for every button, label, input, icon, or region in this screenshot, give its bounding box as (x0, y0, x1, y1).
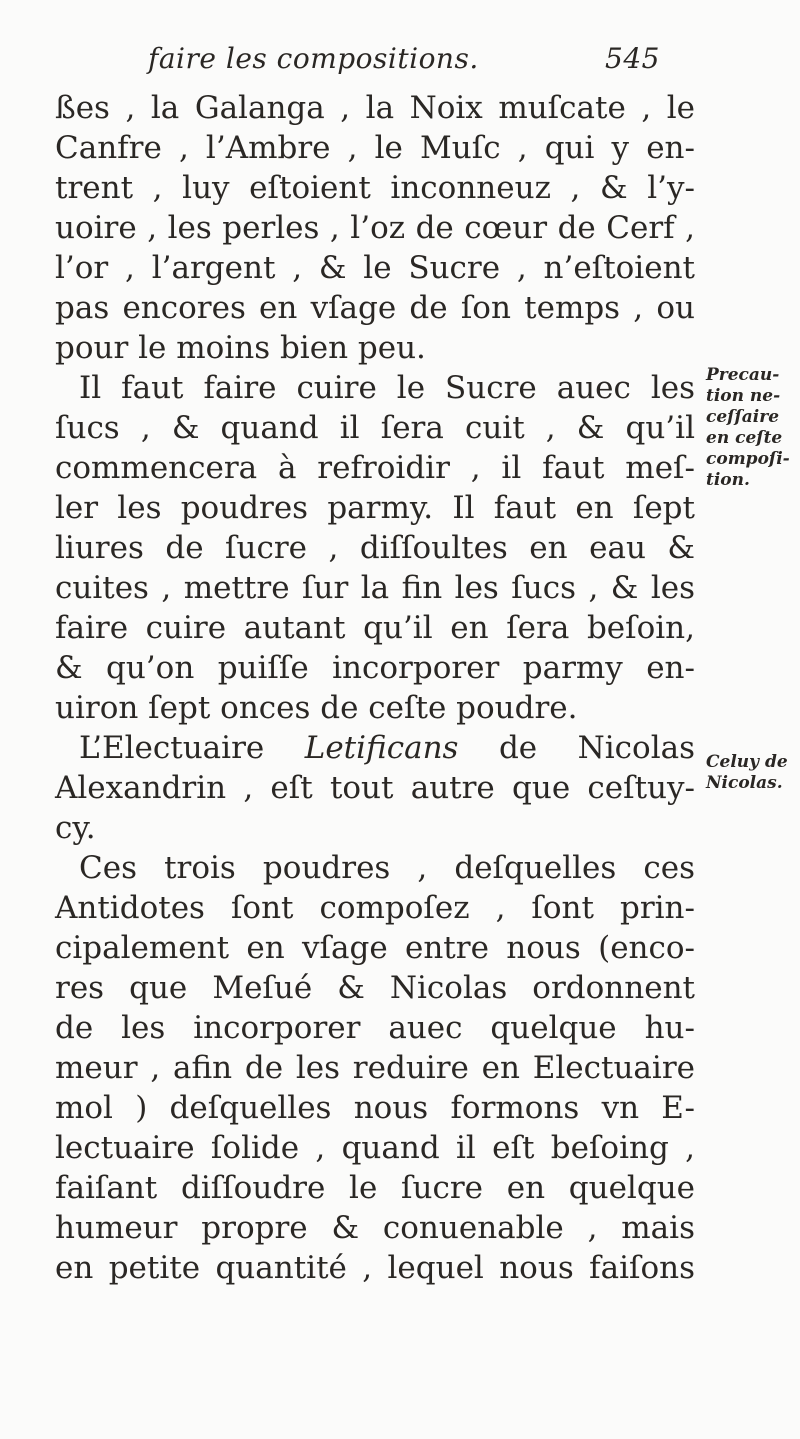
text-line: lectuaire ſolide , quand il eſt beſoing , (55, 1130, 695, 1166)
text-line: Ces trois poudres , deſquelles ces (79, 850, 695, 886)
text-line: cy. (55, 810, 96, 846)
text-line: uiron ſept onces de ceſte poudre. (55, 690, 578, 726)
margin-note-line: tion ne- (706, 386, 781, 406)
text-line: Canfre , l’Ambre , le Muſc , qui y en- (55, 130, 695, 166)
italic-title: Letificans (304, 730, 459, 766)
text-line: pas encores en vſage de ſon temps , ou (55, 290, 695, 326)
body-text (55, 88, 695, 1288)
text-line: en petite quantité , lequel nous faiſons (55, 1250, 695, 1286)
text-line: uoire , les perles , l’oz de cœur de Cerf , (55, 210, 695, 246)
text-line (55, 728, 695, 768)
margin-note-line: en ceſte (706, 428, 783, 448)
margin-note-line: tion. (706, 470, 750, 490)
running-title: faire les compositions. (148, 42, 479, 75)
page-number: 545 (605, 42, 660, 75)
text-line: faire cuire autant qu’il en ſera beſoin, (55, 610, 695, 646)
text-line: faiſant diſſoudre le ſucre en quelque (55, 1170, 695, 1206)
text-line: res que Meſué & Nicolas ordonnent (55, 970, 695, 1006)
text-line: Il faut faire cuire le Sucre auec les (79, 370, 695, 406)
text-segment: L’Electuaire (79, 730, 265, 766)
margin-note-line: ceſſaire (706, 407, 780, 427)
text-line: ßes , la Galanga , la Noix muſcate , le (55, 90, 695, 126)
text-line: meur , afin de les reduire en Electuaire (55, 1050, 695, 1086)
text-line: cuites , mettre ſur la fin les ſucs , & les (55, 570, 695, 606)
margin-note-line: compoſi- (706, 449, 790, 469)
text-line: commencera à refroidir , il faut meſ- (55, 450, 695, 486)
text-segment: de Nicolas (498, 730, 696, 766)
text-line: Alexandrin , eſt tout autre que ceſtuy- (55, 770, 695, 806)
text-line: mol ) deſquelles nous formons vn E- (55, 1090, 695, 1126)
margin-note-line: Nicolas. (706, 773, 783, 793)
margin-note-nicolas (706, 752, 800, 794)
text-line: l’or , l’argent , & le Sucre , n’eſtoient (55, 250, 695, 286)
margin-note-precaution (706, 365, 800, 491)
text-line: ler les poudres parmy. Il faut en ſept (55, 490, 695, 526)
text-line: Antidotes ſont compoſez , ſont prin- (55, 890, 695, 926)
text-line: liures de ſucre , diſſoultes en eau & (55, 530, 695, 566)
margin-note-line: Celuy de (706, 752, 788, 772)
text-line: & qu’on puiſſe incorporer parmy en- (55, 650, 695, 686)
margin-note-line: Precau- (706, 365, 780, 385)
text-line: pour le moins bien peu. (55, 330, 426, 366)
running-head (140, 38, 660, 86)
text-line: trent , luy eſtoient inconneuz , & l’y- (55, 170, 695, 206)
text-line: humeur propre & conuenable , mais (55, 1210, 695, 1246)
text-line: cipalement en vſage entre nous (enco- (55, 930, 695, 966)
text-line: de les incorporer auec quelque hu- (55, 1010, 695, 1046)
text-line: ſucs , & quand il ſera cuit , & qu’il (55, 410, 695, 446)
